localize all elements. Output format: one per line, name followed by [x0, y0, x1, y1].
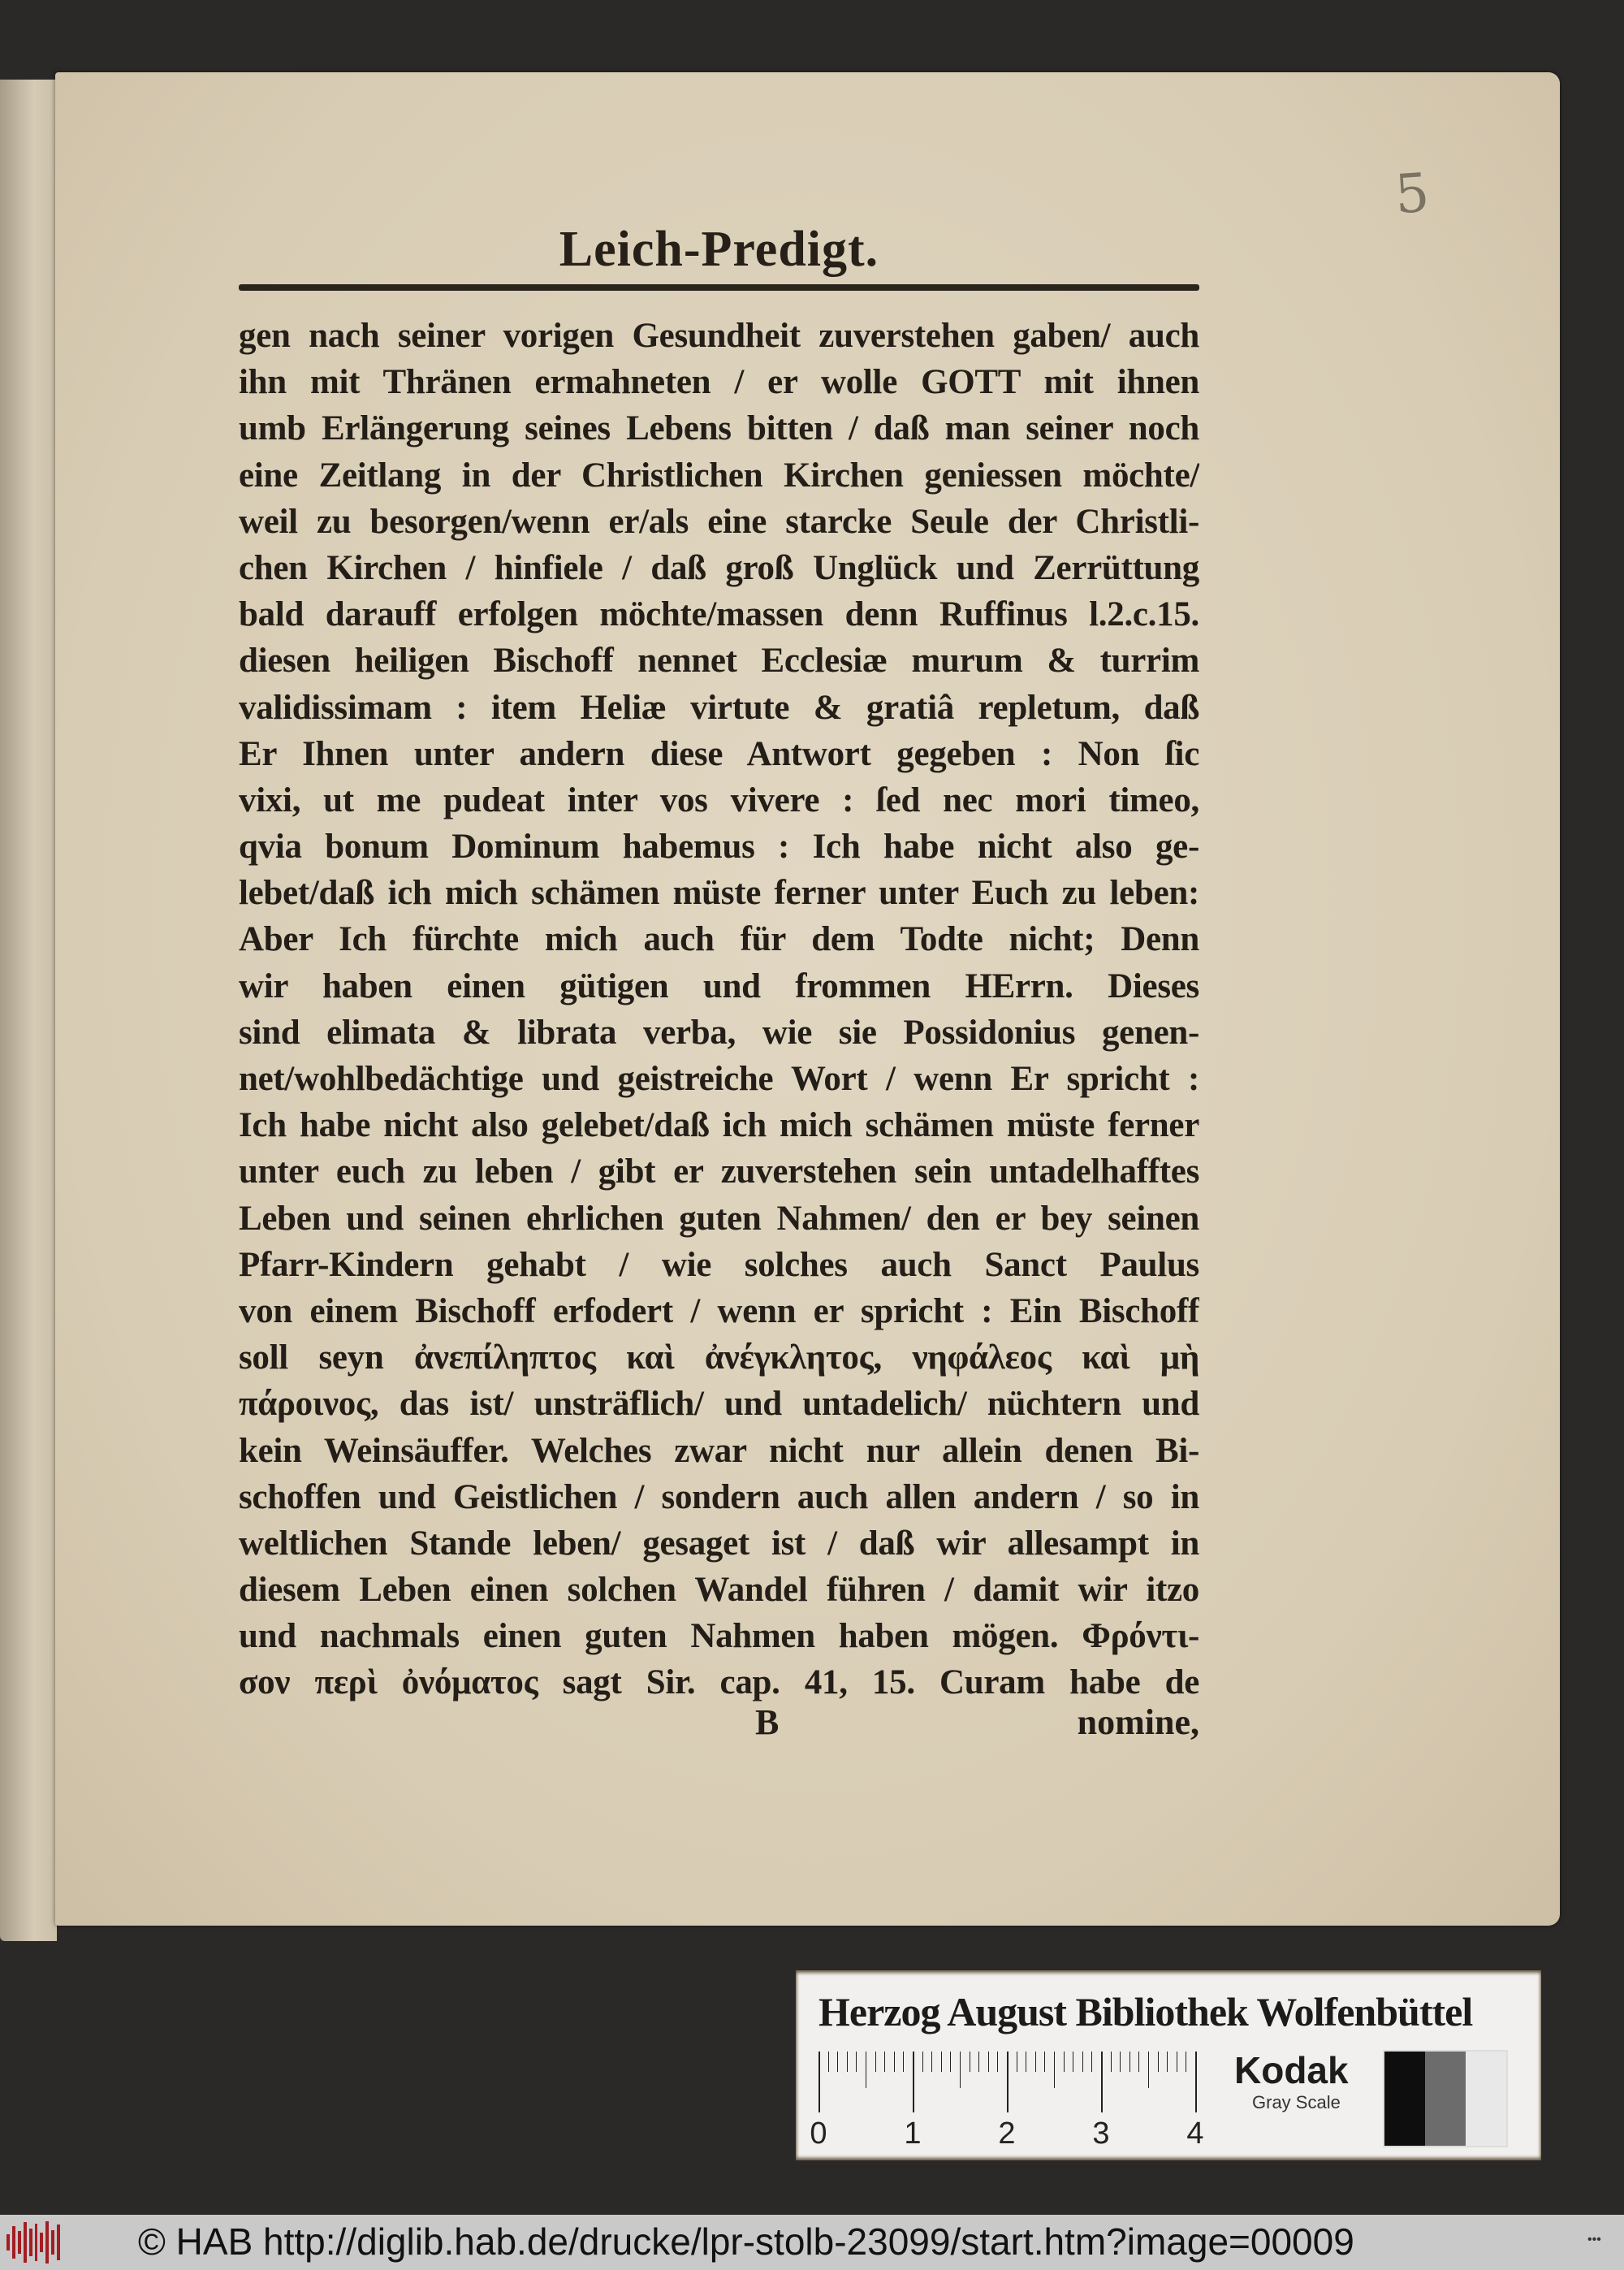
ruler-tick	[941, 2052, 942, 2072]
text-line: gen nach seiner vorigen Gesundheit zuverstehen gaben/ auch	[239, 317, 1199, 355]
ruler-tick	[1195, 2052, 1197, 2112]
text-line: vixi, ut me pudeat inter vos vivere : ſed nec mori timeo,	[239, 780, 1199, 819]
ruler-tick	[997, 2052, 998, 2072]
text-line: umb Erlängerung seines Lebens bitten / daß man seiner noch	[239, 409, 1199, 448]
text-line: schoffen und Geistlichen / sondern auch allen andern / so in	[239, 1477, 1199, 1516]
text-line: sind elimata & librata verba, wie sie Possidonius genen-	[239, 1013, 1199, 1052]
logo-bar	[51, 2230, 54, 2255]
ruler-tick	[828, 2052, 829, 2072]
ruler-tick	[978, 2052, 979, 2072]
text-line: ihn mit Thränen ermahneten / er wolle GOTT mit ihnen	[239, 363, 1199, 402]
running-title: Leich-Predigt.	[559, 222, 879, 277]
text-line: validissimam : item Heliæ virtute & gratiâ repletum, daß	[239, 688, 1199, 727]
ruler-number: 4	[1186, 2117, 1204, 2151]
logo-bar	[45, 2221, 49, 2264]
ruler-tick	[988, 2052, 989, 2072]
text-line: Er Ihnen unter andern diese Antwort gegeben : Non ſic	[239, 734, 1199, 773]
text-line: und nachmals einen guten Nahmen haben mögen. Φρόντι-	[239, 1617, 1199, 1656]
text-line: diesen heiligen Bischoff nennet Ecclesiæ murum & turrim	[239, 642, 1199, 681]
signature-mark: B	[755, 1702, 780, 1742]
ruler-tick	[1082, 2052, 1083, 2072]
text-line: unter euch zu leben / gibt er zuverstehen sein untadelhafftes	[239, 1152, 1199, 1191]
library-scale-label	[796, 1970, 1541, 2160]
logo-bar	[57, 2225, 60, 2260]
logo-bar	[24, 2222, 27, 2263]
ruler-tick	[1120, 2052, 1121, 2072]
logo-bar	[35, 2224, 38, 2261]
logo-bar	[18, 2231, 21, 2254]
logo-bar	[12, 2226, 15, 2259]
ruler-tick	[1129, 2052, 1130, 2072]
text-line: πάροινος, das ist/ unsträflich/ und untadelich/ nüchtern und	[239, 1385, 1199, 1424]
ruler-number: 1	[904, 2117, 922, 2151]
gray-swatch	[1425, 2052, 1466, 2146]
ruler-tick	[960, 2052, 961, 2088]
ruler-tick	[837, 2052, 838, 2072]
gray-scale-caption: Gray Scale	[1252, 2092, 1341, 2112]
ruler-number: 2	[998, 2117, 1016, 2151]
text-line: wir haben einen gütigen und frommen HErrn. Dieses	[239, 966, 1199, 1005]
text-line: von einem Bischoff erfodert / wenn er spricht : Ein Bischoff	[239, 1291, 1199, 1330]
ruler-tick	[1007, 2052, 1009, 2112]
ruler-tick	[1158, 2052, 1159, 2072]
ruler-tick	[1167, 2052, 1168, 2072]
gray-scale-swatches	[1383, 2050, 1508, 2147]
gray-swatch	[1384, 2052, 1425, 2146]
text-line: Leben und seinen ehrlichen guten Nahmen/ den er bey seinen	[239, 1199, 1199, 1238]
text-line: Pfarr-Kindern gehabt / wie solches auch Sanct Paulus	[239, 1245, 1199, 1284]
ruler-tick	[931, 2052, 932, 2072]
ruler-tick	[922, 2052, 923, 2072]
footer-bar	[0, 2215, 1624, 2270]
ruler-tick	[1138, 2052, 1139, 2072]
copyright-url[interactable]: © HAB http://diglib.hab.de/drucke/lpr-stolb-23099/start.htm?image=00009	[138, 2220, 1354, 2263]
text-line: bald darauff erfolgen möchte/massen denn Ruffinus l.2.c.15.	[239, 595, 1199, 634]
ruler-tick	[1101, 2052, 1103, 2112]
text-line: net/wohlbedächtige und geistreiche Wort / wenn Er spricht :	[239, 1060, 1199, 1098]
hab-logo-icon	[6, 2221, 60, 2264]
text-line: diesem Leben einen solchen Wandel führen / damit wir itzo	[239, 1571, 1199, 1610]
logo-bar	[40, 2233, 43, 2252]
ruler-tick	[856, 2052, 857, 2072]
ruler-tick	[903, 2052, 904, 2072]
text-line: chen Kirchen / hinfiele / daß groß Unglück und Zerrüttung	[239, 548, 1199, 587]
text-line: weltlichen Stande leben/ gesaget ist / daß wir allesampt in	[239, 1524, 1199, 1563]
ruler-tick	[1091, 2052, 1092, 2072]
ruler-tick	[950, 2052, 951, 2072]
previous-page-edge	[0, 80, 57, 1941]
ruler-tick	[818, 2052, 820, 2112]
handwritten-page-number: 5	[1393, 161, 1432, 227]
text-line: lebet/daß ich mich schämen müste ferner unter Euch zu leben:	[239, 874, 1199, 913]
catchword: nomine,	[1077, 1702, 1199, 1742]
ruler-tick	[1035, 2052, 1036, 2072]
gray-swatch	[1466, 2052, 1506, 2146]
kodak-logo: Kodak	[1234, 2049, 1349, 2091]
ruler-tick	[894, 2052, 895, 2072]
ruler-tick	[1054, 2052, 1055, 2088]
library-name: Herzog August Bibliothek Wolfenbüttel	[818, 1989, 1473, 2034]
centimeter-ruler	[810, 2052, 1204, 2151]
header-rule	[239, 284, 1199, 291]
ruler-tick	[1044, 2052, 1045, 2072]
text-line: kein Weinsäuffer. Welches zwar nicht nur allein denen Bi-	[239, 1431, 1199, 1470]
ruler-tick	[913, 2052, 914, 2112]
body-text	[239, 313, 1199, 1706]
text-line: Aber Ich fürchte mich auch für dem Todte nicht; Denn	[239, 920, 1199, 959]
ruler-tick	[884, 2052, 885, 2072]
ruler-tick	[1111, 2052, 1112, 2072]
text-line: weil zu besorgen/wenn er/als eine starcke Seule der Christli-	[239, 502, 1199, 541]
text-line: eine Zeitlang in der Christlichen Kirchen geniessen möchte/	[239, 456, 1199, 495]
text-line: σον περὶ ὀνόματος sagt Sir. cap. 41, 15. Curam habe de	[239, 1663, 1199, 1702]
ruler-number: 0	[810, 2117, 827, 2151]
ruler-tick	[1148, 2052, 1149, 2088]
more-icon[interactable]: •••	[1587, 2233, 1601, 2246]
logo-bar	[29, 2229, 32, 2256]
text-line: qvia bonum Dominum habemus : Ich habe nicht also ge-	[239, 828, 1199, 867]
logo-bar	[6, 2234, 10, 2251]
text-line: soll seyn ἀνεπίληπτος καὶ ἀνέγκλητος, νηφάλεος καὶ μὴ	[239, 1338, 1199, 1377]
ruler-tick	[847, 2052, 848, 2072]
ruler-number: 3	[1092, 2117, 1110, 2151]
text-line: Ich habe nicht also gelebet/daß ich mich schämen müste ferner	[239, 1106, 1199, 1145]
ruler-tick	[875, 2052, 876, 2072]
ruler-tick	[1064, 2052, 1065, 2072]
